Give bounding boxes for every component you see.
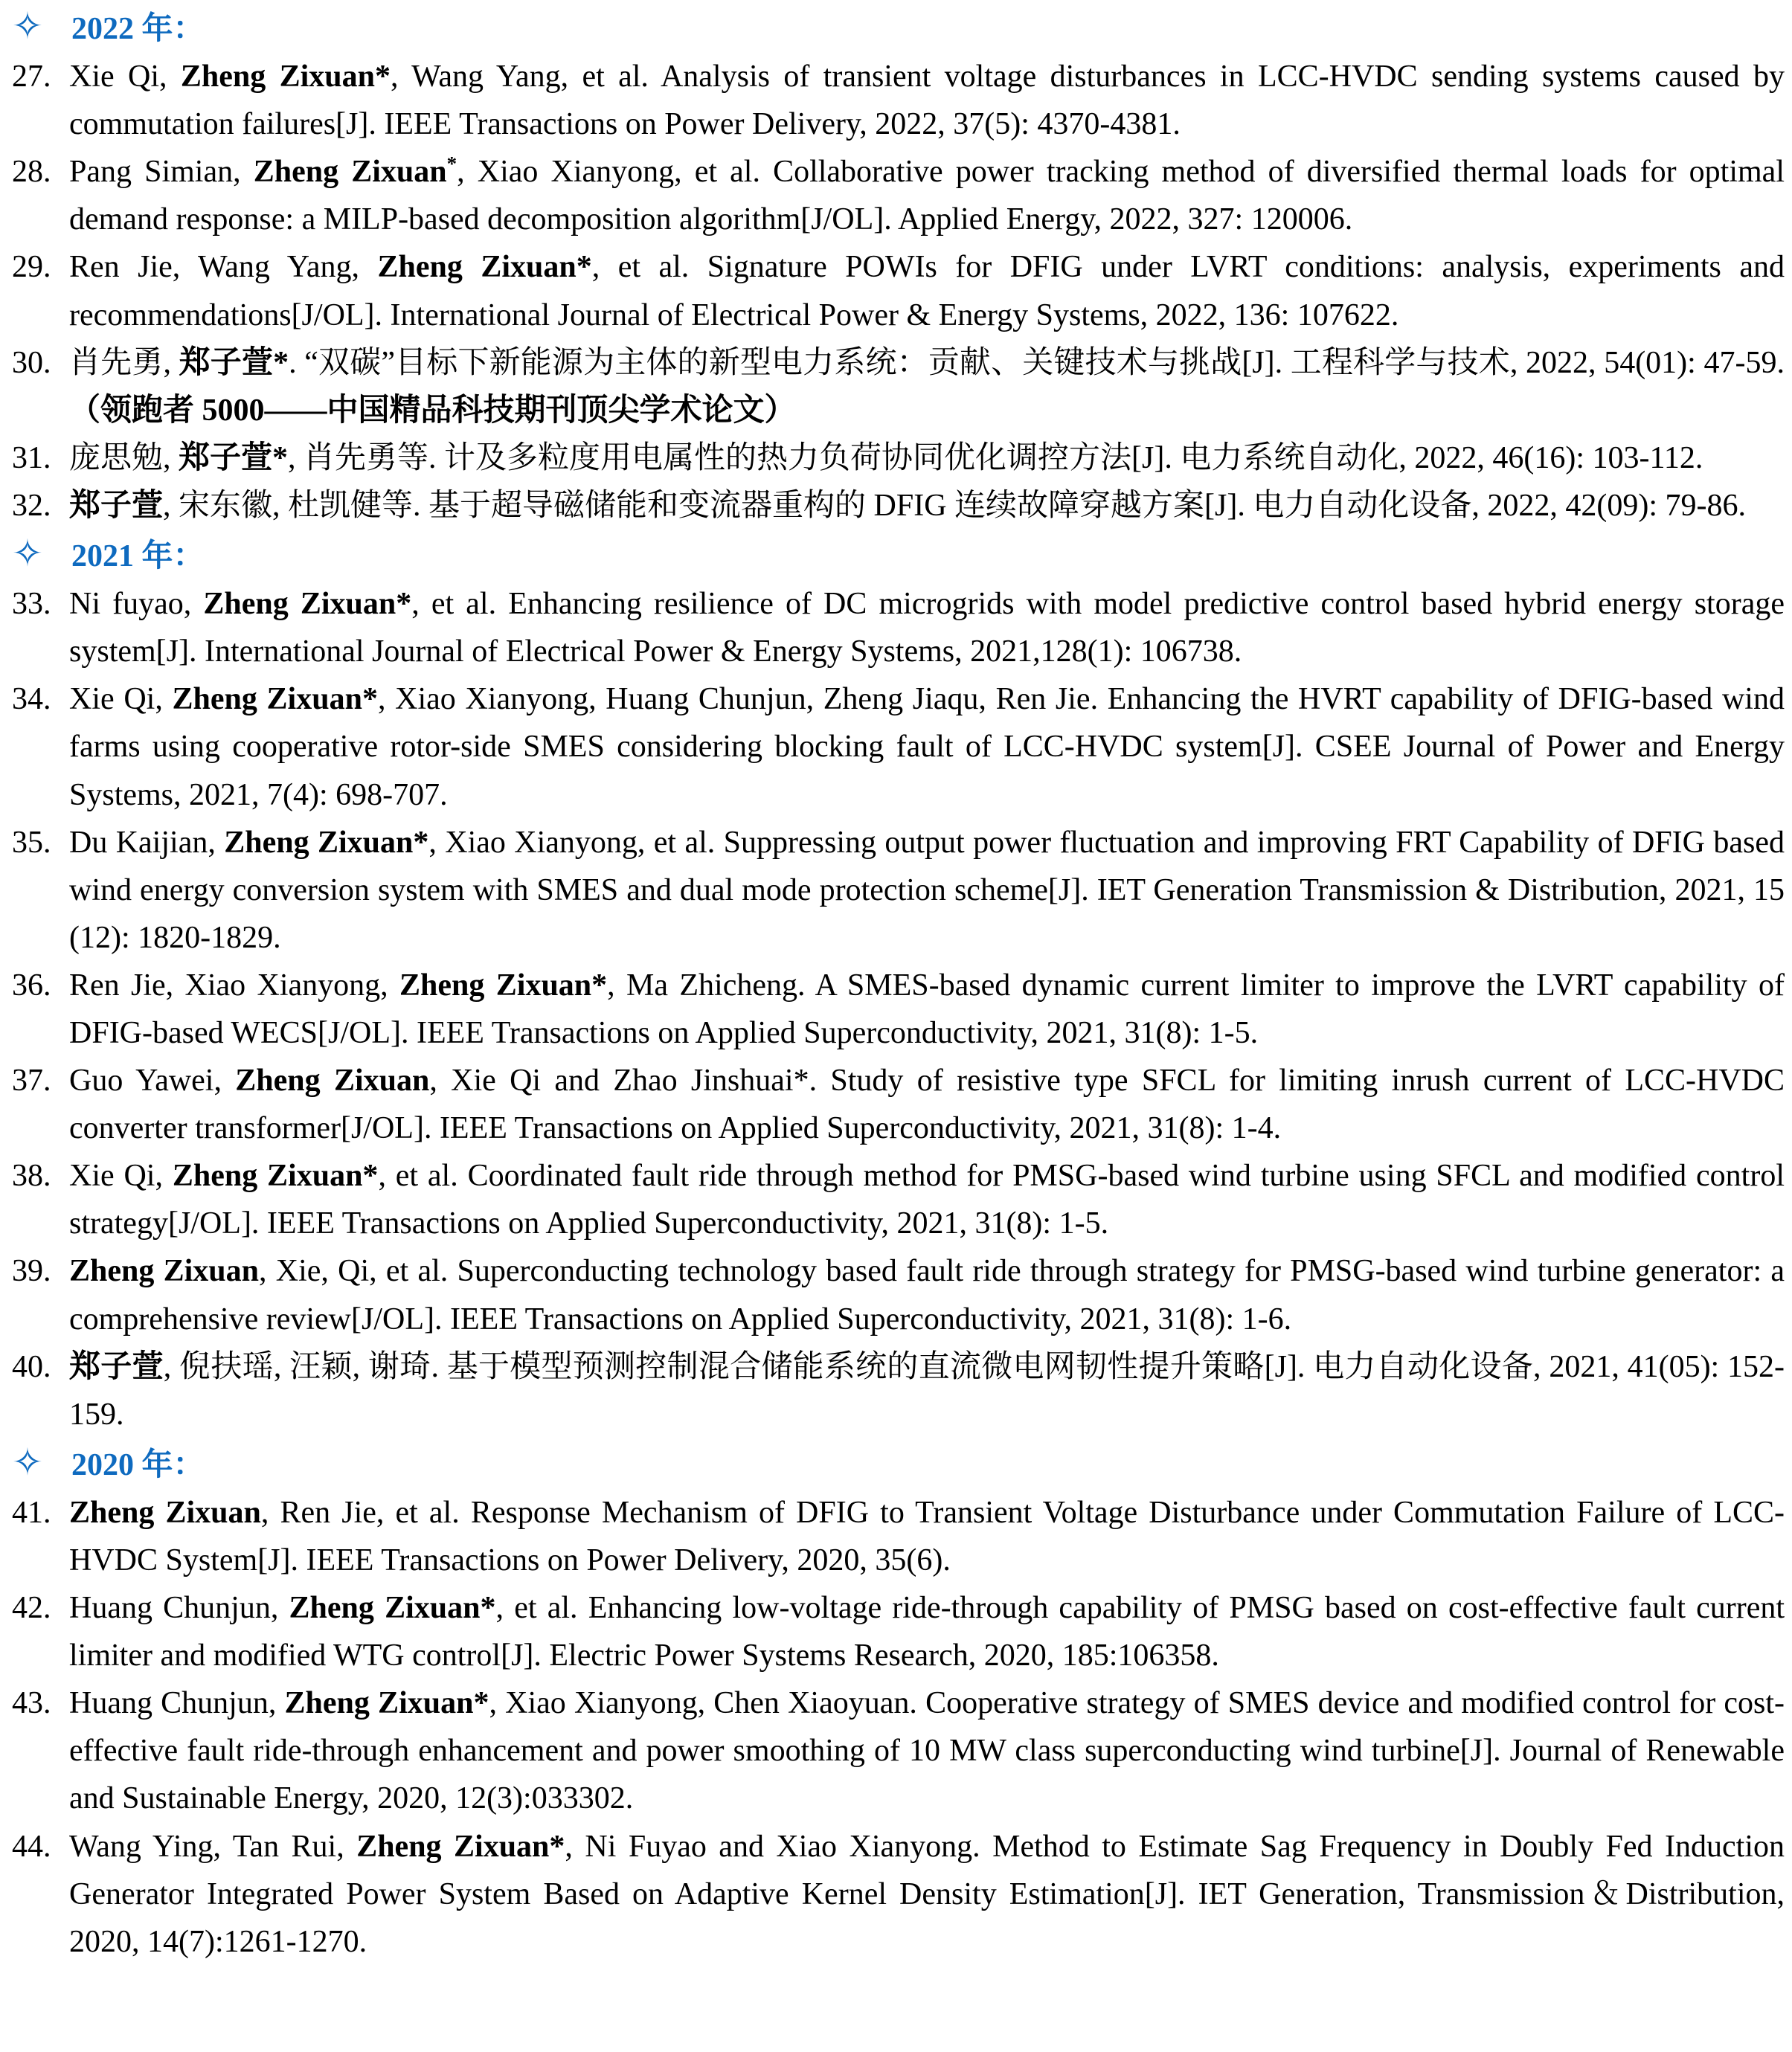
- item-number: 27.: [12, 59, 51, 94]
- item-text: [69, 59, 1785, 141]
- author-highlight: Zheng Zixuan: [253, 155, 447, 190]
- item-number: 40.: [12, 1349, 51, 1384]
- item-number: 30.: [12, 345, 51, 380]
- citation-text: , 肖先勇等. 计及多粒度用电属性的热力负荷协同优化调控方法[J]. 电力系统自动化, 2022, 46(16): 103-112.: [288, 440, 1703, 475]
- citation-text: Xie Qi,: [69, 59, 181, 94]
- citation-text: 庞思勉,: [69, 440, 179, 475]
- author-highlight: 郑子萱*: [179, 345, 289, 380]
- item-text: [69, 152, 1785, 237]
- year-header: [6, 1438, 1785, 1489]
- citation-text: , Xiao Xianyong, et al. Suppressing output power fluctuation and improving FRT Capability of DFIG based wind energy conversion system with SMES and dual mode protection scheme[J]. IET Generation Transmission & Distribution, 2021, 15 (12): 1820-1829.: [69, 825, 1785, 955]
- item-text: [69, 1830, 1785, 1959]
- author-highlight: Zheng Zixuan*: [284, 1686, 489, 1721]
- citation-text: , Ma Zhicheng. A SMES-based dynamic current limiter to improve the LVRT capability of DFIG-based WECS[J/OL]. IEEE Transactions on Applied Superconductivity, 2021, 31(8): 1-5.: [69, 968, 1785, 1050]
- citation-text: Xie Qi,: [69, 1159, 173, 1194]
- item-text: [69, 489, 1746, 523]
- item-number: 41.: [12, 1495, 51, 1530]
- item-number: 34.: [12, 682, 51, 717]
- author-highlight: 郑子萱*: [179, 440, 289, 475]
- year-header: [6, 2, 1785, 53]
- citation-text: , 倪扶瑶, 汪颖, 谢琦. 基于模型预测控制混合储能系统的直流微电网韧性提升策略[J]. 电力自动化设备, 2021, 41(05): 152-159.: [69, 1349, 1785, 1432]
- citation-text: . “双碳”目标下新能源为主体的新型电力系统：贡献、关键技术与挑战[J]. 工程科学与技术, 2022, 54(01): 47-59.: [289, 345, 1785, 380]
- item-text: [69, 250, 1785, 332]
- citation-text: Huang Chunjun,: [69, 1686, 285, 1721]
- author-highlight: Zheng Zixuan*: [172, 1159, 379, 1194]
- author-highlight: Zheng Zixuan*: [356, 1829, 565, 1864]
- author-highlight: Zheng Zixuan: [235, 1064, 430, 1099]
- citation-text: , Xiao Xianyong, Huang Chunjun, Zheng Jiaqu, Ren Jie. Enhancing the HVRT capability of DFIG-based wind farms using cooperative rotor-side SMES considering blocking fault of LCC-HVDC system[J]. CSEE Journal of Power and Energy Systems, 2021, 7(4): 698-707.: [69, 682, 1785, 812]
- publication-item: [6, 1057, 1785, 1152]
- author-highlight: Zheng Zixuan*: [224, 825, 429, 860]
- publication-item: [6, 580, 1785, 675]
- publication-item: [6, 1679, 1785, 1822]
- year-label: 2020 年：: [71, 1447, 205, 1482]
- citation-text: , Ren Jie, et al. Response Mechanism of DFIG to Transient Voltage Disturbance under Commutation Failure of LCC-HVDC System[J]. IEEE Transactions on Power Delivery, 2020, 35(6).: [69, 1495, 1785, 1577]
- author-highlight: Zheng Zixuan: [69, 1495, 261, 1530]
- publication-item: [6, 243, 1785, 338]
- author-highlight: *: [446, 152, 457, 176]
- year-label: 2022 年：: [71, 12, 205, 46]
- citation-text: , et al. Enhancing resilience of DC microgrids with model predictive control based hybrid energy storage system[J]. International Journal of Electrical Power & Energy Systems, 2021,128(1): 106738.: [69, 587, 1785, 669]
- item-text: [69, 441, 1703, 475]
- publication-item: [6, 339, 1785, 434]
- item-text: [69, 1254, 1785, 1336]
- author-highlight: Zheng Zixuan*: [377, 250, 592, 285]
- citation-text: Ni fuyao,: [69, 587, 204, 622]
- citation-text: , Wang Yang, et al. Analysis of transient voltage disturbances in LCC-HVDC sending systems caused by commutation failures[J]. IEEE Transactions on Power Delivery, 2022, 37(5): 4370-4381.: [69, 59, 1785, 142]
- publication-item: [6, 1584, 1785, 1679]
- author-highlight: （领跑者 5000——中国精品科技期刊顶尖学术论文）: [69, 393, 796, 428]
- diamond-bullet-icon: ✧: [12, 533, 43, 575]
- citation-text: Du Kaijian,: [69, 825, 225, 860]
- item-number: 39.: [12, 1254, 51, 1289]
- publication-item: [6, 1489, 1785, 1584]
- item-text: [69, 1350, 1785, 1432]
- publication-item: [6, 819, 1785, 962]
- item-text: [69, 682, 1785, 811]
- item-text: [69, 1064, 1785, 1145]
- author-highlight: 郑子萱: [69, 488, 164, 523]
- citation-text: , Ni Fuyao and Xiao Xianyong. Method to Estimate Sag Frequency in Doubly Fed Induction Generator Integrated Power System Based on Adaptive Kernel Density Estimation[J]. IET Generation, Transmission＆Distribution, 2020, 14(7):1261-1270.: [69, 1829, 1785, 1959]
- author-highlight: 郑子萱: [69, 1349, 164, 1384]
- item-text: [69, 1686, 1785, 1815]
- citation-text: 肖先勇,: [69, 345, 179, 380]
- publication-item: [6, 148, 1785, 243]
- citation-text: , et al. Signature POWIs for DFIG under LVRT conditions: analysis, experiments and recommendations[J/OL]. International Journal of Electrical Power & Energy Systems, 2022, 136: 107622.: [69, 250, 1785, 332]
- item-text: [69, 1496, 1785, 1577]
- citation-text: , Xie Qi and Zhao Jinshuai*. Study of resistive type SFCL for limiting inrush current of LCC-HVDC converter transformer[J/OL]. IEEE Transactions on Applied Superconductivity, 2021, 31(8): 1-4.: [69, 1064, 1785, 1146]
- publication-item: [6, 1247, 1785, 1342]
- item-text: [69, 1591, 1785, 1673]
- item-number: 35.: [12, 825, 51, 860]
- publication-item: [6, 1823, 1785, 1966]
- diamond-bullet-icon: ✧: [12, 1441, 43, 1483]
- item-text: [69, 826, 1785, 955]
- author-highlight: Zheng Zixuan*: [180, 59, 391, 94]
- author-highlight: Zheng Zixuan: [69, 1254, 260, 1289]
- year-header: [6, 530, 1785, 580]
- author-highlight: Zheng Zixuan*: [399, 968, 608, 1003]
- item-number: 43.: [12, 1686, 51, 1721]
- item-number: 38.: [12, 1159, 51, 1194]
- diamond-bullet-icon: ✧: [12, 5, 43, 47]
- item-number: 28.: [12, 155, 51, 190]
- item-number: 33.: [12, 587, 51, 622]
- item-text: [69, 346, 1785, 428]
- item-text: [69, 1159, 1785, 1241]
- item-text: [69, 968, 1785, 1050]
- citation-text: Guo Yawei,: [69, 1064, 236, 1099]
- publication-item: [6, 1343, 1785, 1438]
- author-highlight: Zheng Zixuan*: [203, 587, 412, 622]
- publication-item: [6, 675, 1785, 818]
- citation-text: , 宋东徽, 杜凯健等. 基于超导磁储能和变流器重构的 DFIG 连续故障穿越方案[J]. 电力自动化设备, 2022, 42(09): 79-86.: [163, 488, 1746, 523]
- citation-text: , et al. Enhancing low-voltage ride-through capability of PMSG based on cost-effective fault current limiter and modified WTG control[J]. Electric Power Systems Research, 2020, 185:106358.: [69, 1591, 1785, 1673]
- citation-text: Wang Ying, Tan Rui,: [69, 1829, 357, 1864]
- publication-item: [6, 962, 1785, 1057]
- publication-list: [6, 2, 1785, 1966]
- item-number: 36.: [12, 968, 51, 1003]
- citation-text: Xie Qi,: [69, 682, 173, 717]
- author-highlight: Zheng Zixuan*: [172, 682, 378, 717]
- citation-text: , Xiao Xianyong, Chen Xiaoyuan. Cooperative strategy of SMES device and modified control for cost-effective fault ride-through enhancement and power smoothing of 10 MW class superconducting wind turbine[J]. Journal of Renewable and Sustainable Energy, 2020, 12(3):033302.: [69, 1686, 1785, 1816]
- citation-text: Pang Simian,: [69, 155, 254, 190]
- item-number: 37.: [12, 1064, 51, 1099]
- citation-text: , Xie, Qi, et al. Superconducting technology based fault ride through strategy for PMSG-based wind turbine generator: a comprehensive review[J/OL]. IEEE Transactions on Applied Superconductivity, 2021, 31(8): 1-6.: [69, 1254, 1785, 1337]
- citation-text: , et al. Coordinated fault ride through method for PMSG-based wind turbine using SFCL and modified control strategy[J/OL]. IEEE Transactions on Applied Superconductivity, 2021, 31(8): 1-5.: [69, 1159, 1785, 1241]
- item-number: 31.: [12, 440, 51, 475]
- item-number: 29.: [12, 250, 51, 285]
- author-highlight: Zheng Zixuan*: [289, 1591, 496, 1626]
- citation-text: , Xiao Xianyong, et al. Collaborative power tracking method of diversified thermal loads for optimal demand response: a MILP-based decomposition algorithm[J/OL]. Applied Energy, 2022, 327: 120006.: [69, 155, 1785, 237]
- citation-text: Ren Jie, Xiao Xianyong,: [69, 968, 400, 1003]
- citation-text: Ren Jie, Wang Yang,: [69, 250, 378, 285]
- citation-text: Huang Chunjun,: [69, 1591, 289, 1626]
- publication-item: [6, 434, 1785, 482]
- item-text: [69, 587, 1785, 669]
- year-label: 2021 年：: [71, 539, 205, 574]
- item-number: 44.: [12, 1829, 51, 1864]
- publication-item: [6, 53, 1785, 148]
- item-number: 32.: [12, 488, 51, 523]
- publication-item: [6, 1152, 1785, 1247]
- publication-item: [6, 482, 1785, 530]
- item-number: 42.: [12, 1591, 51, 1626]
